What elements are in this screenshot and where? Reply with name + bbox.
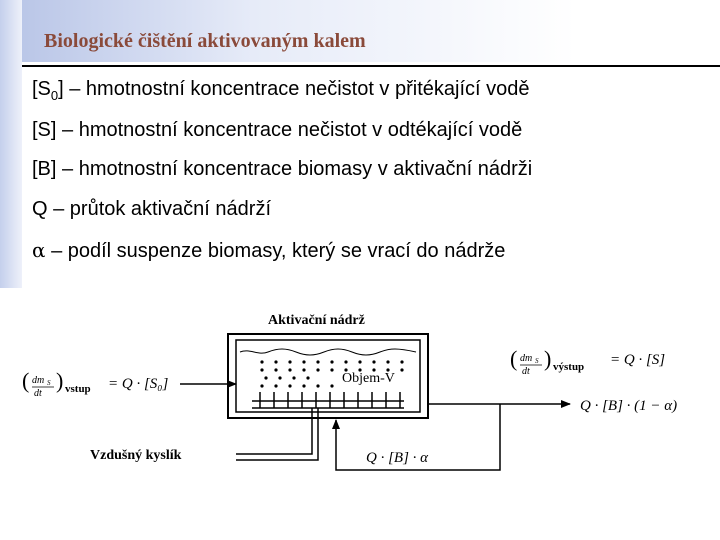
biomass-dot <box>302 368 305 371</box>
biomass-outlet-expression: Q · [B] · (1 − α) <box>580 398 678 414</box>
biomass-dot <box>306 376 309 379</box>
biomass-dot <box>302 360 305 363</box>
recycle-expression: Q · [B] · α <box>366 450 429 466</box>
biomass-dot <box>292 376 295 379</box>
svg-text:): ) <box>544 346 552 371</box>
biomass-dot <box>274 360 277 363</box>
biomass-dot <box>344 360 347 363</box>
definition-s: [S] – hmotnostní koncentrace nečistot v odtékající vodě <box>32 119 523 141</box>
svg-text:dt: dt <box>34 388 42 399</box>
definition-b: [B] – hmotnostní koncentrace biomasy v aktivační nádrži <box>32 158 533 180</box>
definition-s0: $[S_0]$ – hmotnostní koncentrace nečistot v přitékající vodě <box>32 78 530 103</box>
biomass-dot <box>288 368 291 371</box>
volume-label: Objem-V <box>342 371 395 386</box>
biomass-dot <box>316 368 319 371</box>
svg-text:S: S <box>535 357 539 365</box>
biomass-dot <box>302 384 305 387</box>
biomass-dot <box>278 376 281 379</box>
svg-text:dt: dt <box>522 366 530 377</box>
svg-text:(: ( <box>22 368 30 393</box>
biomass-dot <box>288 384 291 387</box>
svg-text:= Q · [S]: = Q · [S] <box>610 352 666 368</box>
biomass-dot <box>288 360 291 363</box>
biomass-dot <box>330 368 333 371</box>
svg-text:S: S <box>47 379 51 387</box>
biomass-dot <box>372 360 375 363</box>
definition-q: Q – průtok aktivační nádrží <box>32 198 272 220</box>
biomass-dot <box>260 360 263 363</box>
biomass-dot <box>400 368 403 371</box>
biomass-dot <box>274 368 277 371</box>
biomass-dot <box>264 376 267 379</box>
biomass-dot <box>330 384 333 387</box>
definition-alpha: α – podíl suspenze biomasy, který se vrací do nádrže <box>32 238 506 262</box>
biomass-dot <box>260 368 263 371</box>
inlet-expression <box>22 368 169 399</box>
svg-text:vstup: vstup <box>65 383 91 395</box>
aeration-tank <box>228 334 428 418</box>
biomass-dot <box>316 384 319 387</box>
title-divider <box>22 65 720 67</box>
outlet-expression <box>510 346 665 377</box>
biomass-dot <box>400 360 403 363</box>
svg-text:): ) <box>56 368 64 393</box>
svg-text:= Q · [S₀]: = Q · [S₀] <box>108 376 169 392</box>
biomass-dot <box>358 360 361 363</box>
svg-text:dm: dm <box>520 353 533 364</box>
tank-label: Aktivační nádrž <box>268 313 365 328</box>
biomass-dot <box>260 384 263 387</box>
biomass-dot <box>274 384 277 387</box>
biomass-dot <box>316 360 319 363</box>
biomass-dot <box>386 360 389 363</box>
svg-text:dm: dm <box>32 375 45 386</box>
biomass-dot <box>330 360 333 363</box>
slide-title: Biologické čištění aktivovaným kalem <box>44 30 366 52</box>
air-label: Vzdušný kyslík <box>90 448 182 463</box>
svg-text:výstup: výstup <box>553 361 585 373</box>
svg-text:(: ( <box>510 346 518 371</box>
activated-sludge-diagram <box>0 288 720 540</box>
